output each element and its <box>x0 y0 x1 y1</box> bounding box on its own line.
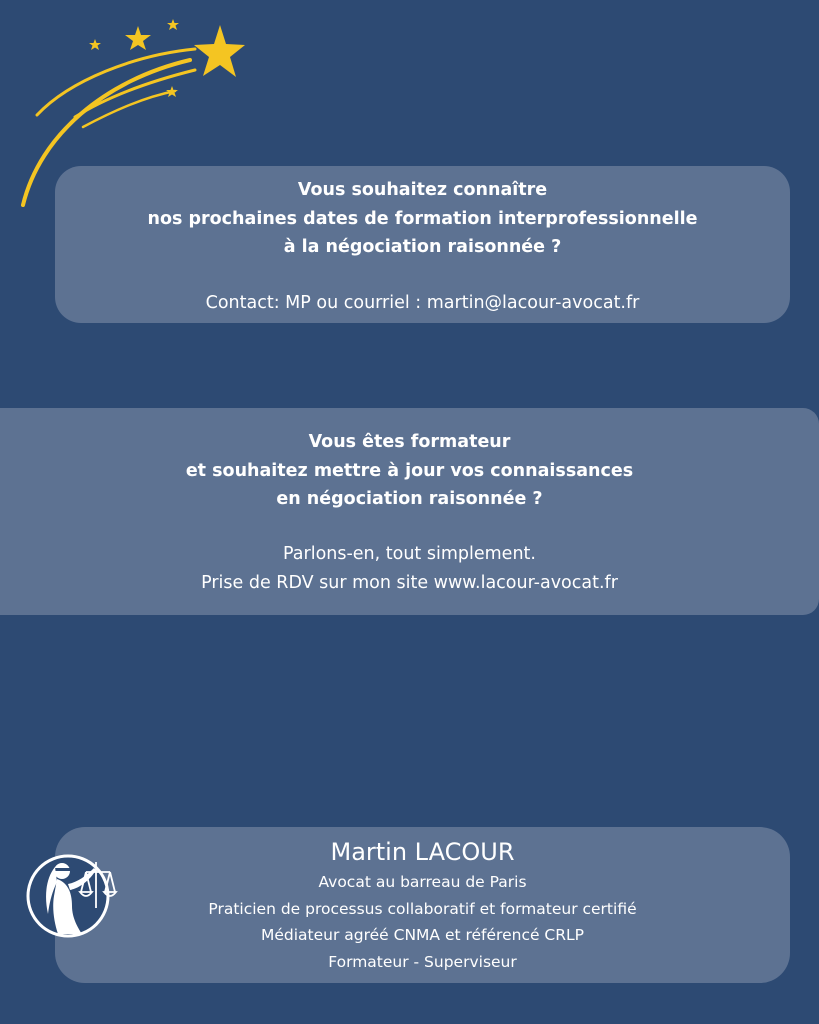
small-star-icon <box>89 39 101 50</box>
training-dates-card <box>55 166 790 323</box>
lady-justice-emblem-icon <box>24 848 128 944</box>
author-title-line-1: Avocat au barreau de Paris <box>318 873 527 891</box>
trainer-heading-line-3: en négociation raisonnée ? <box>276 489 543 509</box>
author-title-line-2: Praticien de processus collaboratif et formateur certifié <box>208 899 637 918</box>
author-title-line-4: Formateur - Superviseur <box>328 952 517 971</box>
trainer-heading-line-2: et souhaitez mettre à jour vos connaissances <box>185 460 634 481</box>
training-dates-heading-line-1: Vous souhaitez connaître <box>297 180 548 200</box>
training-dates-heading-line-2: nos prochaines dates de formation interprofessionnelle <box>147 208 698 229</box>
small-star-icon <box>167 19 179 30</box>
trainer-website-text: Prise de RDV sur mon site www.lacour-avocat.fr <box>201 572 618 593</box>
trainer-heading-line-1: Vous êtes formateur <box>308 432 511 452</box>
signature-card <box>55 827 790 983</box>
trainer-text-line-1: Parlons-en, tout simplement. <box>283 543 536 564</box>
author-title-line-3: Médiateur agréé CNMA et référencé CRLP <box>260 926 585 944</box>
author-name: Martin LACOUR <box>330 838 515 866</box>
training-dates-heading-line-3: à la négociation raisonnée ? <box>283 237 562 257</box>
trainer-update-card <box>0 408 819 615</box>
star-icon <box>125 26 151 50</box>
big-star-icon <box>194 25 245 77</box>
contact-email-text: Contact: MP ou courriel : martin@lacour-avocat.fr <box>205 292 640 313</box>
